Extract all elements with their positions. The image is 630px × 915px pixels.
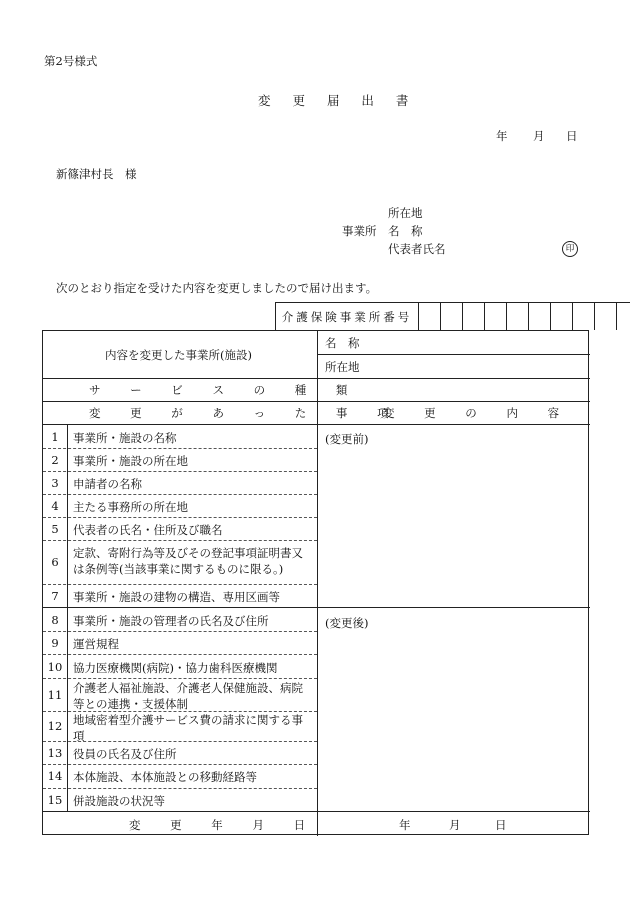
office-number-label: 介護保険事業所番号: [276, 303, 419, 330]
date-day: 日: [566, 129, 578, 143]
page-title: 変 更 届 出 書: [258, 93, 418, 108]
item-text: 地域密着型介護サービス費の請求に関する事項: [73, 713, 303, 743]
date-month: 月: [533, 129, 545, 143]
intro-text: 次のとおり指定を受けた内容を変更しましたので届け出ます。: [56, 281, 378, 295]
service-type-label: サ ー ビ ス の 種 類: [89, 383, 361, 397]
item-separator: [43, 517, 317, 518]
change-date-year: 年: [399, 818, 411, 832]
item-number: 1: [51, 430, 59, 444]
applicant-address-label: 所在地: [388, 206, 423, 220]
seal-stamp-icon: 印: [562, 241, 578, 257]
office-number-digit[interactable]: [529, 303, 551, 330]
item-number: 5: [51, 522, 59, 536]
item-number: 11: [47, 688, 63, 702]
office-number-digit[interactable]: [551, 303, 573, 330]
address-field-label: 所在地: [325, 360, 360, 374]
item-text: 事業所・施設の名称: [73, 431, 177, 445]
office-number-digit[interactable]: [441, 303, 463, 330]
item-text: 申請者の名称: [73, 477, 142, 491]
item-number: 6: [51, 555, 59, 569]
change-date-label: 変 更 年 月 日: [129, 818, 319, 832]
change-date-month: 月: [449, 818, 461, 832]
office-number-digit[interactable]: [573, 303, 595, 330]
item-text: 介護老人福祉施設、介護老人保健施設、病院等との連携・支援体制: [73, 681, 303, 711]
item-number: 7: [51, 589, 59, 603]
office-number-digit[interactable]: [485, 303, 507, 330]
office-number-digit[interactable]: [419, 303, 441, 330]
row-line: [318, 354, 590, 355]
row-line: [43, 401, 590, 402]
applicant-rep-label: 代表者氏名: [388, 242, 446, 256]
item-separator: [43, 788, 317, 789]
item-text: 本体施設、本体施設との移動経路等: [73, 770, 257, 784]
changed-office-label: 内容を変更した事業所(施設): [105, 348, 252, 362]
after-label: (変更後): [325, 616, 369, 630]
change-date-field[interactable]: [318, 812, 590, 835]
item-separator: [43, 584, 317, 585]
office-number-digit[interactable]: [507, 303, 529, 330]
office-number-digit[interactable]: [595, 303, 617, 330]
item-separator: [43, 764, 317, 765]
before-label: (変更前): [325, 432, 369, 446]
applicant-name-label: 名 称: [388, 224, 423, 238]
number-column-divider: [67, 424, 68, 811]
item-number: 12: [47, 719, 63, 733]
change-date-day: 日: [495, 818, 507, 832]
item-number: 3: [51, 476, 59, 490]
item-number: 2: [51, 453, 59, 467]
item-text: 事業所・施設の所在地: [73, 454, 188, 468]
item-separator: [43, 678, 317, 679]
item-separator: [43, 654, 317, 655]
item-separator: [43, 448, 317, 449]
addressee: 新篠津村長 様: [56, 167, 137, 181]
item-separator: [43, 494, 317, 495]
item-text: 主たる事務所の所在地: [73, 500, 188, 514]
office-number-digit[interactable]: [617, 303, 630, 330]
item-text: 役員の氏名及び住所: [73, 747, 177, 761]
change-form-table: [42, 330, 589, 835]
item-separator: [43, 540, 317, 541]
item-number: 14: [47, 769, 63, 783]
item-text: 事業所・施設の建物の構造、専用区画等: [73, 590, 280, 604]
item-text: 事業所・施設の管理者の氏名及び住所: [73, 614, 269, 628]
office-number-box: [275, 302, 630, 330]
item-separator: [43, 471, 317, 472]
item-text: 併設施設の状況等: [73, 794, 165, 808]
item-number: 4: [51, 499, 59, 513]
name-field-label: 名 称: [325, 336, 360, 350]
applicant-office-label: 事業所: [342, 224, 377, 238]
item-text: 定款、寄附行為等及びその登記事項証明書又は条例等(当該事業に関するものに限る。): [73, 546, 303, 576]
item-text: 代表者の氏名・住所及び職名: [73, 523, 223, 537]
items-header: 変 更 が あ っ た 事 項: [89, 406, 402, 420]
item-number: 8: [51, 613, 59, 627]
item-separator: [43, 631, 317, 632]
office-number-digit[interactable]: [463, 303, 485, 330]
item-text: 協力医療機関(病院)・協力歯科医療機関: [73, 661, 278, 675]
item-text: 運営規程: [73, 637, 119, 651]
before-content-field[interactable]: [318, 425, 590, 607]
row-line: [43, 378, 590, 379]
form-number: 第2号様式: [44, 54, 98, 68]
after-content-field[interactable]: [318, 608, 590, 811]
item-number: 9: [51, 636, 59, 650]
item-number: 10: [47, 660, 63, 674]
date-year: 年: [496, 129, 508, 143]
item-number: 15: [47, 793, 63, 807]
content-header: 変 更 の 内 容: [383, 406, 573, 420]
item-number: 13: [47, 746, 63, 760]
